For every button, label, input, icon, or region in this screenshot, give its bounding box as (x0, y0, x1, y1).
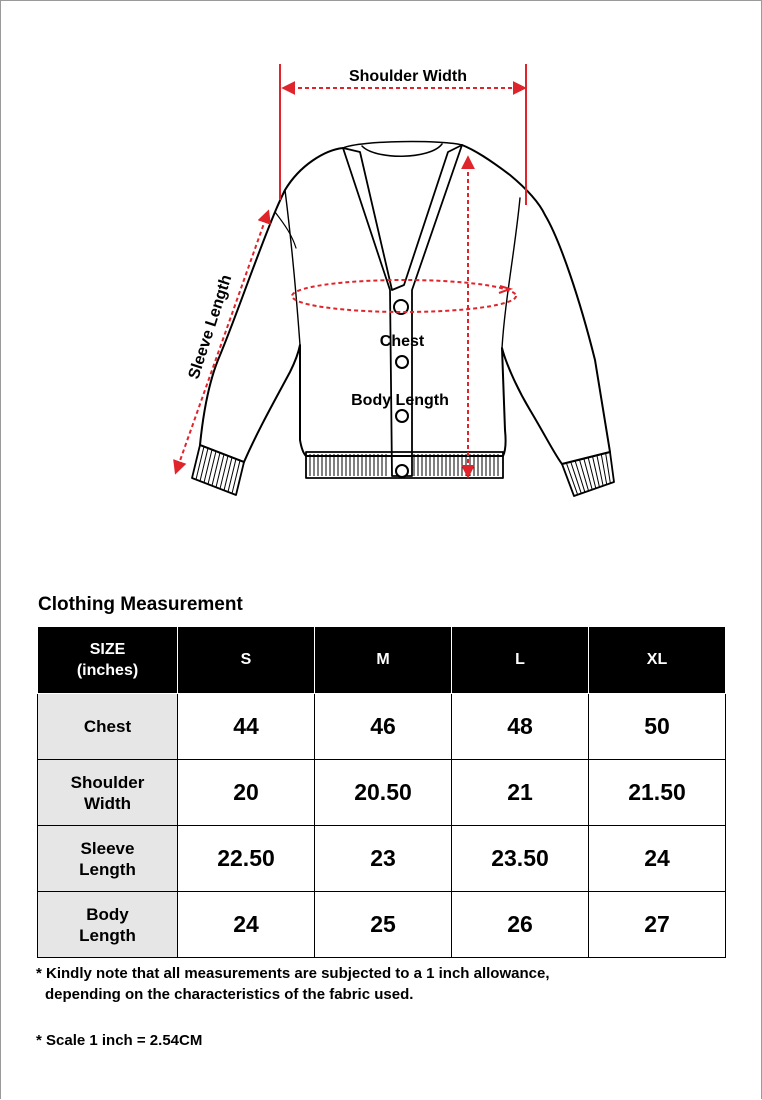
allowance-note-line1: * Kindly note that all measurements are subjected to a 1 inch allowance, (36, 965, 550, 982)
row-label-line1: Shoulder (70, 772, 145, 792)
sleeve-length-label: Sleeve Length (185, 272, 236, 382)
size-column-l: L (452, 627, 589, 694)
rib-line (606, 453, 611, 483)
rib-line (579, 460, 588, 491)
row-label-body-length (38, 892, 178, 958)
rib-line (208, 451, 216, 484)
allowance-note (36, 963, 550, 1005)
table-cell: 21 (452, 760, 589, 826)
button-4 (396, 465, 408, 477)
table-cell: 21.50 (589, 760, 726, 826)
row-label-line2: Length (79, 859, 136, 879)
rib-line (216, 454, 224, 487)
table-row-body-length (38, 892, 726, 958)
allowance-note-line2: depending on the characteristics of the fabric used. (45, 986, 414, 1003)
rib-line (200, 448, 208, 481)
button-2 (396, 356, 408, 368)
table-cell: 24 (178, 892, 315, 958)
size-chart-table (37, 626, 726, 958)
table-cell: 23 (315, 826, 452, 892)
table-cell: 20.50 (315, 760, 452, 826)
sleeve-length-measure (176, 212, 268, 472)
size-header-line1: SIZE (89, 641, 126, 658)
table-title: Clothing Measurement (38, 594, 243, 615)
rib-line (204, 450, 212, 483)
left-cuff (192, 445, 244, 495)
size-column-xl: XL (589, 627, 726, 694)
rib-line (232, 460, 240, 493)
scale-note: * Scale 1 inch = 2.54CM (36, 1032, 203, 1049)
button-3 (396, 410, 408, 422)
rib-line (228, 459, 236, 492)
table-cell: 24 (589, 826, 726, 892)
body-length-label: Body Length (351, 392, 449, 409)
row-label-shoulder-width (38, 760, 178, 826)
table-row-shoulder-width (38, 760, 726, 826)
row-label-line2: Length (79, 925, 136, 945)
rib-line (196, 447, 204, 480)
table-cell: 27 (589, 892, 726, 958)
table-row-sleeve-length (38, 826, 726, 892)
rib-line (575, 461, 585, 492)
rib-line (588, 457, 596, 488)
buttons (394, 300, 408, 477)
rib-line (220, 456, 228, 489)
rib-line (224, 457, 232, 490)
cardigan-illustration (192, 142, 614, 496)
chest-label: Chest (379, 333, 425, 350)
table-cell: 46 (315, 694, 452, 760)
shoulder-width-measure (280, 64, 526, 205)
row-label-sleeve-length (38, 826, 178, 892)
rib-line (584, 459, 592, 490)
table-row-chest (38, 694, 726, 760)
rib-line (212, 453, 220, 486)
table-cell: 25 (315, 892, 452, 958)
size-column-m: M (315, 627, 452, 694)
row-label-line1: Sleeve (80, 838, 135, 858)
row-label-line2: Width (83, 793, 132, 813)
table-cell: 22.50 (178, 826, 315, 892)
table-cell: 23.50 (452, 826, 589, 892)
row-label-line1: Chest (83, 717, 132, 736)
row-label-line1: Body (86, 904, 129, 924)
table-cell: 26 (452, 892, 589, 958)
row-label-chest (38, 694, 178, 760)
size-unit-header (38, 627, 178, 694)
table-cell: 48 (452, 694, 589, 760)
table-cell: 44 (178, 694, 315, 760)
table-cell: 20 (178, 760, 315, 826)
table-header-row (38, 627, 726, 694)
table-cell: 50 (589, 694, 726, 760)
size-header-line2: (inches) (76, 662, 139, 679)
shoulder-width-label: Shoulder Width (348, 68, 468, 85)
size-column-s: S (178, 627, 315, 694)
